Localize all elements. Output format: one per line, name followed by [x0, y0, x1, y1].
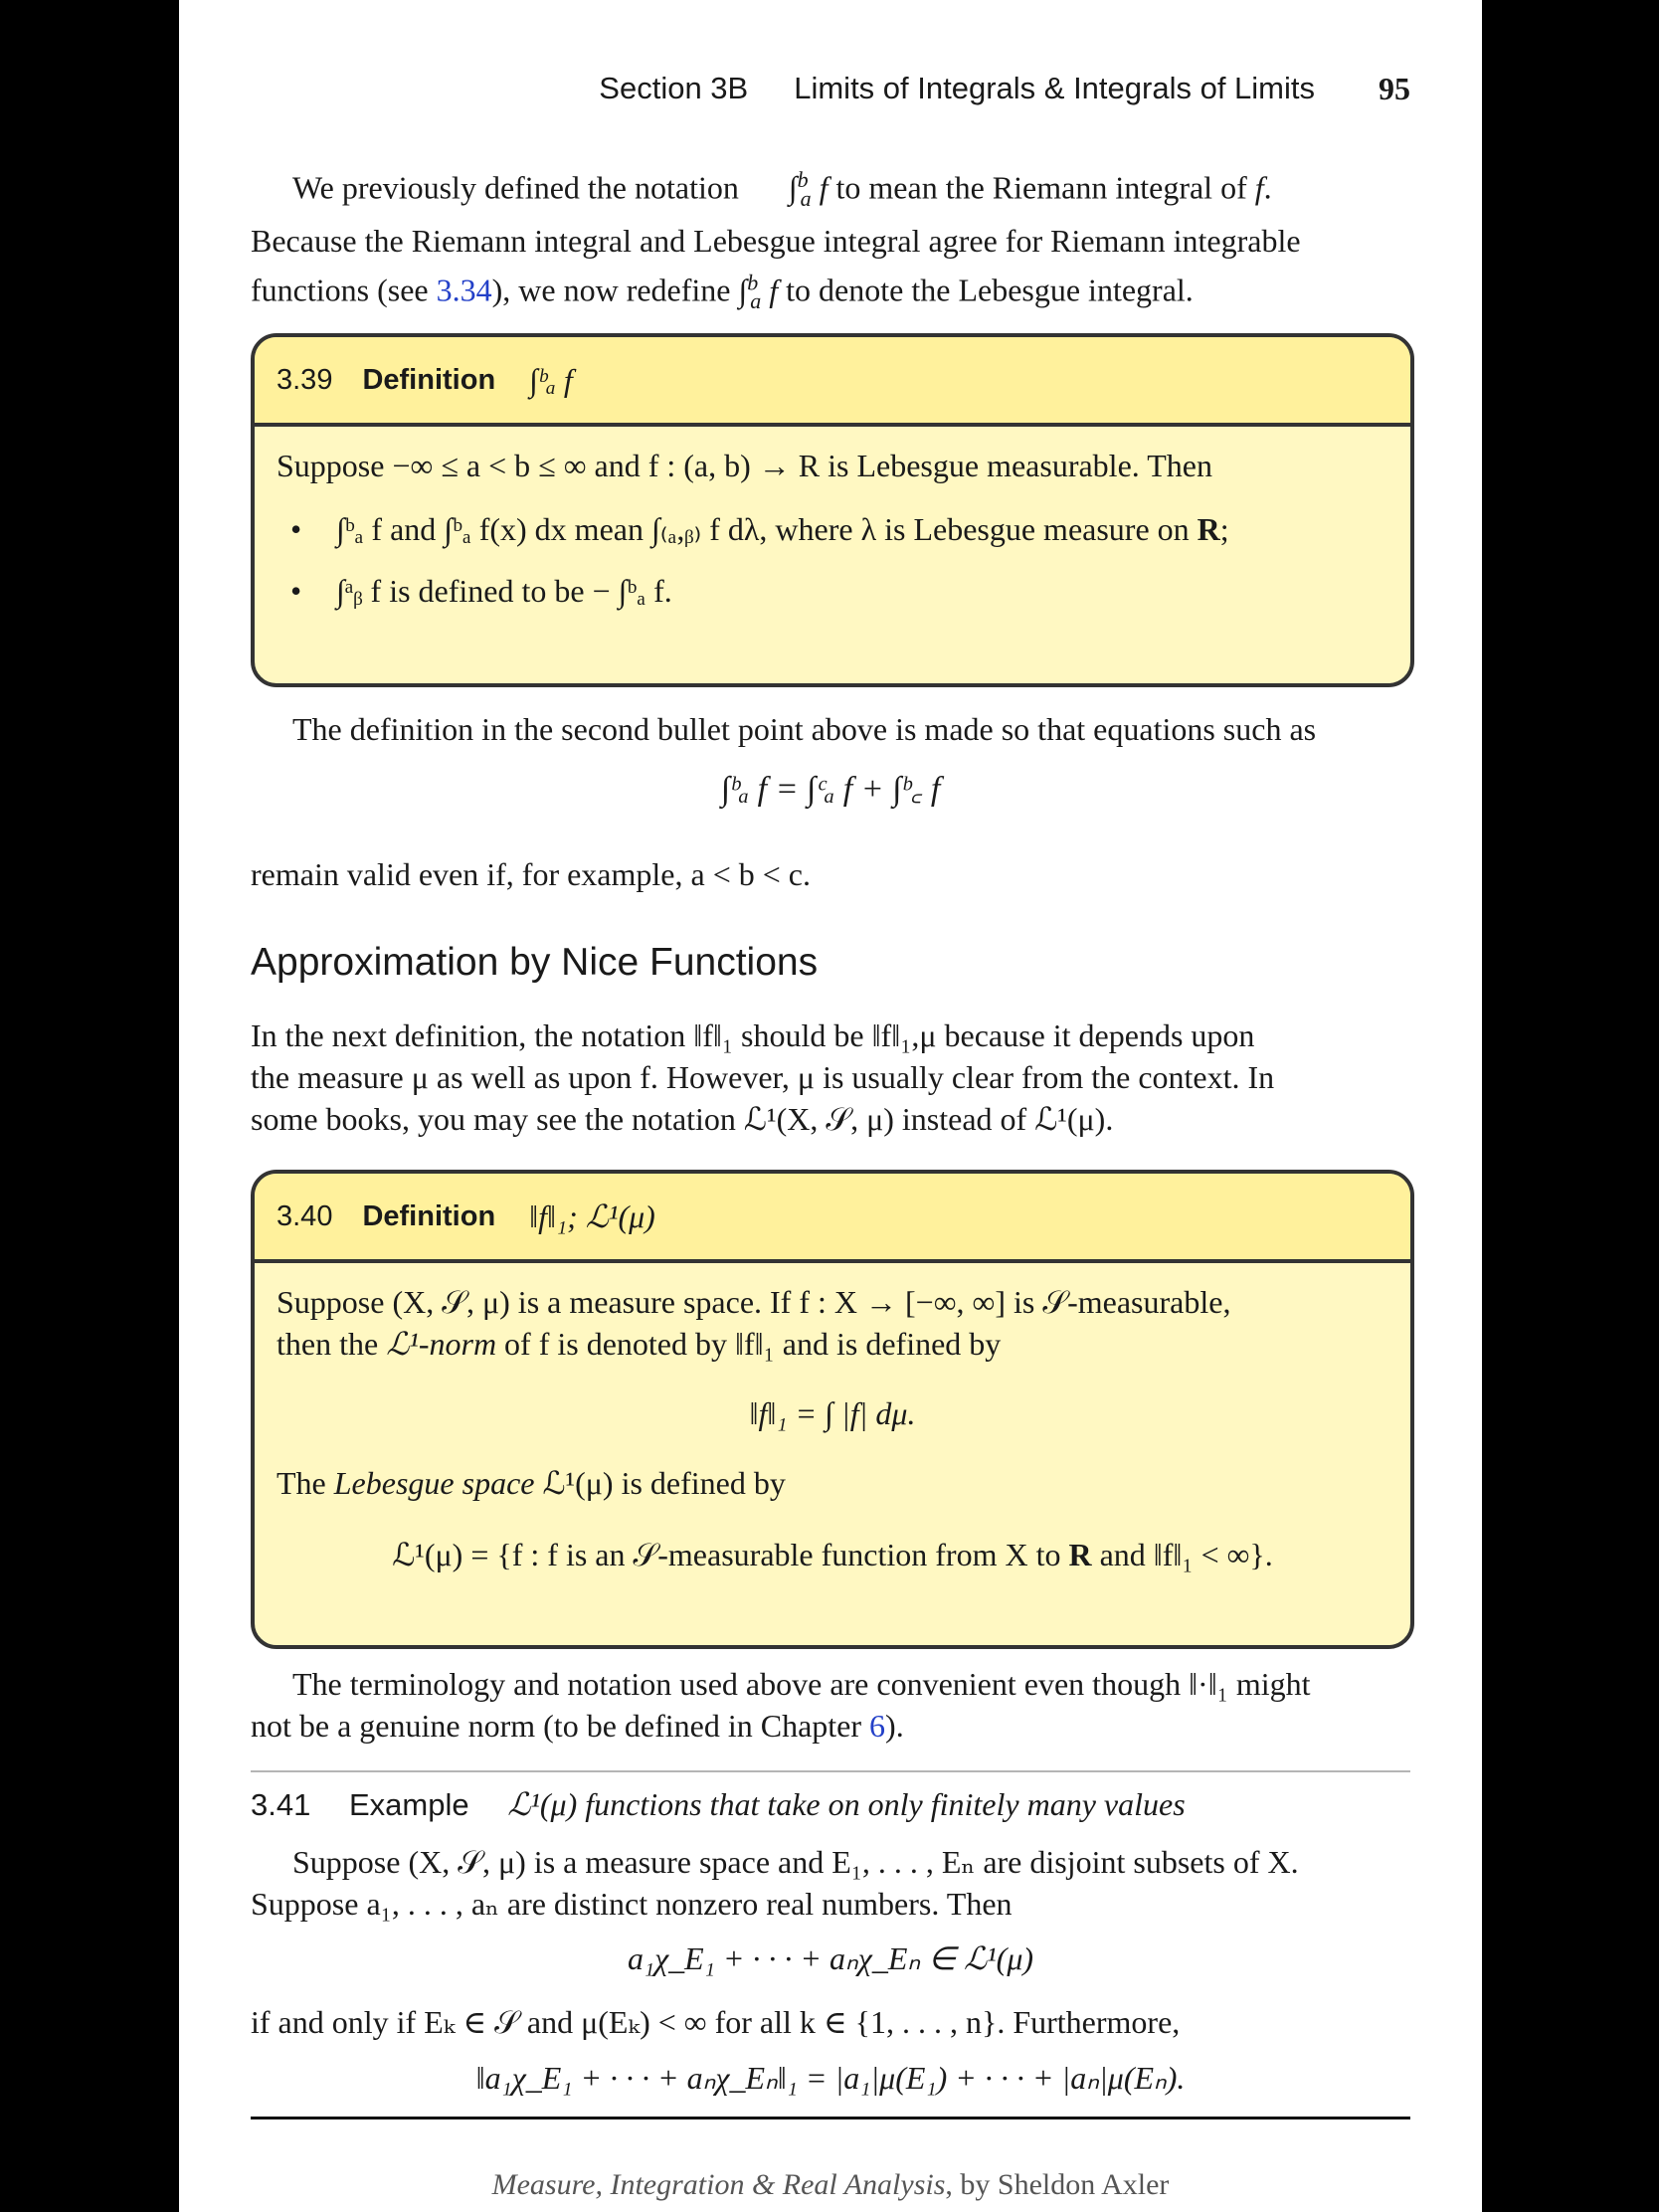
example-subtitle: ℒ¹(μ) functions that take on only finitely many values: [507, 1786, 1186, 1822]
followup-line-1: The definition in the second bullet point above is made so that equations such as: [292, 711, 1317, 747]
approx-line-2: the measure μ as well as upon f. However, μ is usually clear from the context. In: [251, 1059, 1275, 1095]
definition-symbol: ‖f‖₁; ℒ¹(μ): [529, 1198, 655, 1234]
integral-symbol: ∫$^b_a$: [788, 167, 812, 212]
bullet-icon: •: [290, 511, 302, 547]
example-line-3-wrap: [251, 2001, 1410, 2043]
example-top-rule: [251, 1770, 1410, 1772]
definition-symbol: ∫ᵇₐ f: [529, 361, 573, 398]
running-header: [251, 66, 1410, 111]
definition-3-39-body: [255, 427, 1410, 628]
definition-line: then the ℒ¹-norm of f is denoted by ‖f‖₁ and is defined by: [276, 1326, 1002, 1362]
lebesgue-space-equation: ℒ¹(μ) = {f : f is an 𝒮-measurable function from X to R and ‖f‖₁ < ∞}.: [392, 1537, 1273, 1572]
header-section: Section 3B: [599, 71, 749, 105]
example-equation-2: ‖a₁χ_E₁ + · · · + aₙχ_Eₙ‖₁ = |a₁|μ(E₁) + · · · + |aₙ|μ(Eₙ).: [475, 2060, 1186, 2096]
approx-paragraph: [251, 1014, 1410, 1140]
followup-line-1: The terminology and notation used above are convenient even though ‖·‖₁ might: [292, 1666, 1311, 1702]
def-340-followup: [251, 1663, 1410, 1747]
definition-3-40-box: [251, 1170, 1414, 1649]
example-body: [251, 1841, 1410, 1925]
definition-number: 3.40: [276, 1199, 333, 1232]
example-line-3: if and only if Eₖ ∈ 𝒮 and μ(Eₖ) < ∞ for all k ∈ {1, . . . , n}. Furthermore,: [251, 2004, 1181, 2040]
followup-line-2: not be a genuine norm (to be defined in Chapter 6).: [251, 1708, 904, 1744]
page-number: 95: [1379, 70, 1410, 106]
approx-line-3: some books, you may see the notation ℒ¹(X, 𝒮, μ) instead of ℒ¹(μ).: [251, 1101, 1114, 1137]
bullet-item: • ∫ᵇₐ f and ∫ᵇₐ f(x) dx mean ∫₍ₐ,ᵦ₎ f dλ, where λ is Lebesgue measure on R;: [276, 508, 1388, 550]
definition-label: Definition: [362, 1199, 496, 1232]
norm-equation: ‖f‖₁ = ∫ |f| dμ.: [749, 1395, 916, 1431]
book-title: Measure, Integration & Real Analysis: [491, 2168, 946, 2201]
definition-number: 3.39: [276, 363, 333, 396]
example-line-2: Suppose a₁, . . . , aₙ are distinct nonzero real numbers. Then: [251, 1886, 1013, 1922]
definition-label: Definition: [362, 363, 496, 396]
intro-line-3: functions (see 3.34), we now redefine ∫$^b_a$ f to denote the Lebesgue integral.: [251, 270, 1194, 314]
section-heading: Approximation by Nice Functions: [251, 941, 819, 984]
followup-line-2: remain valid even if, for example, a < b < c.: [251, 856, 811, 892]
page: [179, 0, 1482, 2212]
ref-link-3-34[interactable]: 3.34: [436, 272, 492, 308]
definition-3-39-header: [255, 337, 1410, 427]
def-339-followup: [251, 708, 1410, 750]
example-line-1: Suppose (X, 𝒮, μ) is a measure space and E₁, . . . , Eₙ are disjoint subsets of X.: [292, 1844, 1299, 1880]
intro-paragraph: [251, 159, 1410, 322]
equation-split-integral: ∫ᵇₐ f = ∫ᶜₐ f + ∫ᵇ꜀ f: [720, 771, 941, 808]
example-3-41-header: [251, 1785, 1186, 1823]
example-equation-1: a₁χ_E₁ + · · · + aₙχ_Eₙ ∈ ℒ¹(μ): [627, 1940, 1034, 1976]
example-bottom-rule: [251, 2117, 1410, 2120]
definition-3-39-box: [251, 333, 1414, 687]
ref-link-chapter-6[interactable]: 6: [869, 1708, 886, 1744]
definition-line: The Lebesgue space ℒ¹(μ) is defined by: [276, 1465, 786, 1501]
book-author: , by Sheldon Axler: [945, 2168, 1170, 2201]
intro-line-1: We previously defined the notation ∫$^b_a$ f to mean the Riemann integral of f.: [251, 159, 1410, 220]
definition-line: Suppose (X, 𝒮, μ) is a measure space. If f : X → [−∞, ∞] is 𝒮-measurable,: [276, 1284, 1231, 1320]
example-label: Example: [348, 1787, 469, 1822]
page-footer: [251, 2168, 1410, 2202]
definition-3-40-body: [255, 1263, 1410, 1591]
bullet-item: • ∫ᵃᵦ f is defined to be − ∫ᵇₐ f.: [276, 570, 1388, 612]
example-number: 3.41: [251, 1787, 311, 1822]
header-title: Limits of Integrals & Integrals of Limits: [794, 71, 1315, 105]
intro-line-2: Because the Riemann integral and Lebesgue integral agree for Riemann integrable: [251, 223, 1301, 260]
approx-line-1: In the next definition, the notation ‖f‖₁ should be ‖f‖₁,μ because it depends upon: [251, 1017, 1255, 1053]
bullet-icon: •: [290, 573, 302, 609]
followup-line-2-wrap: [251, 853, 1410, 895]
definition-line: Suppose −∞ ≤ a < b ≤ ∞ and f : (a, b) → R is Lebesgue measurable. Then: [276, 448, 1212, 483]
definition-3-40-header: [255, 1174, 1410, 1263]
